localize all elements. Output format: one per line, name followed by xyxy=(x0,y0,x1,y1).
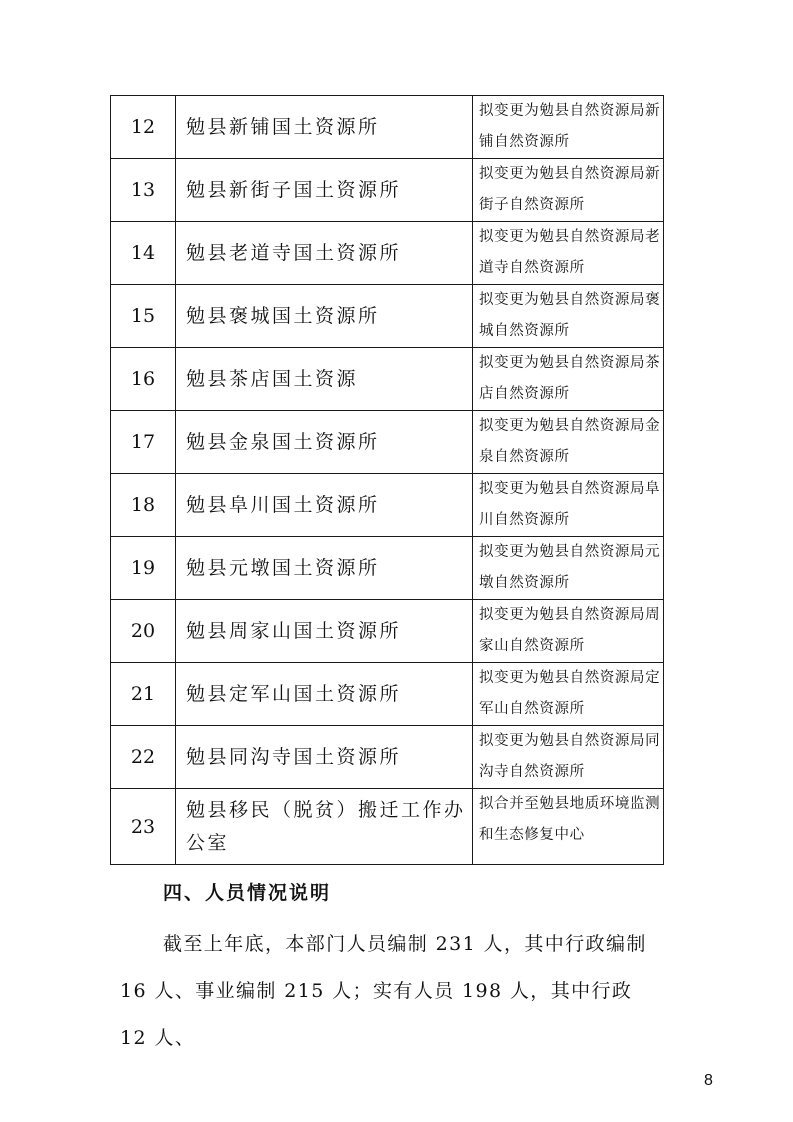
table-row xyxy=(111,789,664,865)
change-note: 拟变更为勉县自然资源局褒城自然资源所 xyxy=(473,285,664,348)
table-row xyxy=(111,96,664,159)
unit-name: 勉县老道寺国土资源所 xyxy=(176,222,473,285)
unit-name: 勉县同沟寺国土资源所 xyxy=(176,726,473,789)
unit-name: 勉县茶店国土资源 xyxy=(176,348,473,411)
table-body xyxy=(111,96,664,865)
units-table xyxy=(110,95,664,865)
row-number: 17 xyxy=(111,411,176,474)
unit-name: 勉县新街子国土资源所 xyxy=(176,159,473,222)
row-number: 13 xyxy=(111,159,176,222)
change-note: 拟变更为勉县自然资源局周家山自然资源所 xyxy=(473,600,664,663)
change-note: 拟变更为勉县自然资源局定军山自然资源所 xyxy=(473,663,664,726)
table-row xyxy=(111,159,664,222)
row-number: 15 xyxy=(111,285,176,348)
table-row xyxy=(111,663,664,726)
table-row xyxy=(111,537,664,600)
row-number: 16 xyxy=(111,348,176,411)
table-row xyxy=(111,411,664,474)
table-row xyxy=(111,600,664,663)
row-number: 21 xyxy=(111,663,176,726)
table-row xyxy=(111,474,664,537)
unit-name: 勉县移民（脱贫）搬迁工作办公室 xyxy=(176,789,473,865)
change-note: 拟变更为勉县自然资源局新铺自然资源所 xyxy=(473,96,664,159)
page-number: 8 xyxy=(704,1072,713,1089)
unit-name: 勉县褒城国土资源所 xyxy=(176,285,473,348)
row-number: 14 xyxy=(111,222,176,285)
unit-name: 勉县金泉国土资源所 xyxy=(176,411,473,474)
unit-name: 勉县元墩国土资源所 xyxy=(176,537,473,600)
row-number: 12 xyxy=(111,96,176,159)
staffing-paragraph: 截至上年底，本部门人员编制 231 人，其中行政编制 16 人、事业编制 215 人；实有人员 198 人，其中行政 12 人、 xyxy=(120,933,647,1049)
change-note: 拟变更为勉县自然资源局元墩自然资源所 xyxy=(473,537,664,600)
table-row xyxy=(111,222,664,285)
row-number: 20 xyxy=(111,600,176,663)
change-note: 拟合并至勉县地质环境监测和生态修复中心 xyxy=(473,789,664,865)
change-note: 拟变更为勉县自然资源局老道寺自然资源所 xyxy=(473,222,664,285)
table-row xyxy=(111,348,664,411)
row-number: 19 xyxy=(111,537,176,600)
unit-name: 勉县周家山国土资源所 xyxy=(176,600,473,663)
unit-name: 勉县阜川国土资源所 xyxy=(176,474,473,537)
change-note: 拟变更为勉县自然资源局阜川自然资源所 xyxy=(473,474,664,537)
table-row xyxy=(111,285,664,348)
change-note: 拟变更为勉县自然资源局金泉自然资源所 xyxy=(473,411,664,474)
row-number: 18 xyxy=(111,474,176,537)
section-heading: 四、人员情况说明 xyxy=(163,882,332,904)
unit-name: 勉县定军山国土资源所 xyxy=(176,663,473,726)
change-note: 拟变更为勉县自然资源局新街子自然资源所 xyxy=(473,159,664,222)
unit-name: 勉县新铺国土资源所 xyxy=(176,96,473,159)
row-number: 22 xyxy=(111,726,176,789)
table-row xyxy=(111,726,664,789)
change-note: 拟变更为勉县自然资源局茶店自然资源所 xyxy=(473,348,664,411)
change-note: 拟变更为勉县自然资源局同沟寺自然资源所 xyxy=(473,726,664,789)
row-number: 23 xyxy=(111,789,176,865)
